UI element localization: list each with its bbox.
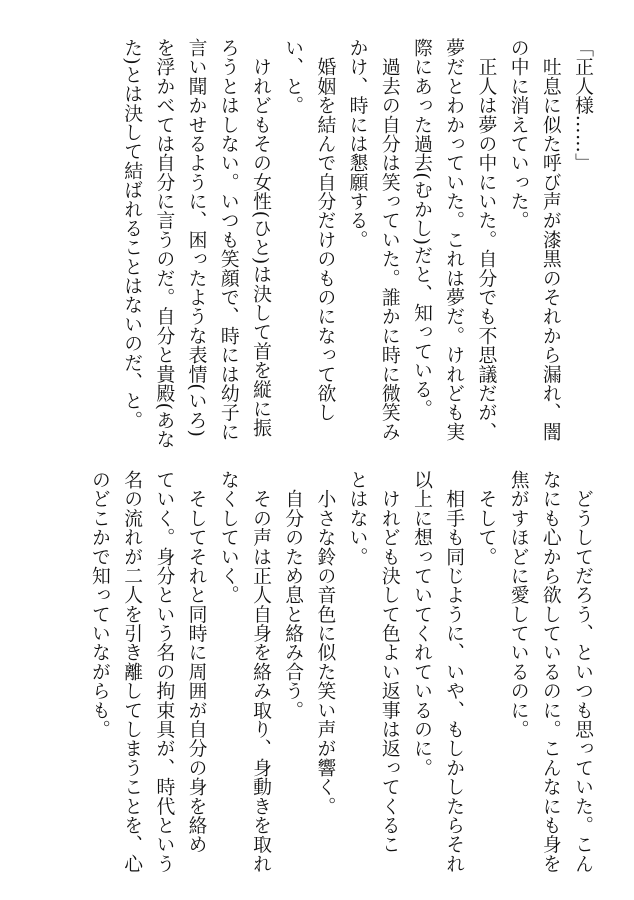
text-line: 夢だとわかっていた。これは夢だ。けれども実 — [443, 38, 465, 441]
text-line: 焦がすほどに愛しているのに。 — [507, 470, 529, 739]
text-line: 相手も同じように、いや、もしかしたらそれ — [443, 470, 465, 873]
text-line: 言い聞かせるように、困ったような表情(いろ) — [185, 38, 207, 438]
text-line: ていく。身分という名の拘束具が、時代という — [153, 470, 175, 873]
text-line: 小さな鈴の音色に似た笑い声が響く。 — [314, 470, 336, 816]
text-block-top — [115, 38, 598, 449]
text-line: を浮かべては自分に言うのだ。自分と貴殿(あな — [153, 38, 175, 449]
text-line: そしてそれと同時に周囲が自分の身を絡め — [185, 470, 207, 854]
text-line: 以上に想っていてくれているのに。 — [410, 470, 432, 778]
text-line: けれども決して色よい返事は返ってくるこ — [378, 470, 400, 854]
text-line: 「正人様……」 — [572, 38, 593, 173]
text-line: とはない。 — [346, 470, 368, 566]
text-line: た)とは決して結ばれることはないのだ、と。 — [121, 38, 143, 430]
text-line: 際にあった過去(むかし)だと、知っている。 — [410, 38, 432, 419]
text-line: 吐息に似た呼び声が漆黒のそれから漏れ、闇 — [539, 38, 561, 441]
text-line: 自分のため息と絡み合う。 — [282, 470, 304, 720]
text-line: のどこかで知っていながらも。 — [88, 470, 110, 739]
text-line: の中に消えていった。 — [507, 38, 529, 230]
text-line: その声は正人自身を絡み取り、身動きを取れ — [249, 470, 271, 873]
text-line: かけ、時には懇願する。 — [346, 38, 368, 250]
text-line: 過去の自分は笑っていた。誰かに時に微笑み — [378, 38, 400, 441]
text-line: けれどもその女性(ひと)は決して首を縦に振 — [249, 38, 271, 438]
text-line: なにも心から欲しているのに。こんなにも身を — [539, 470, 561, 873]
text-line: 正人は夢の中にいた。自分でも不思議だが、 — [475, 38, 497, 441]
text-line: どうしてだろう、といつも思っていた。こん — [572, 470, 593, 873]
text-line: い、と。 — [282, 38, 304, 115]
text-line: 名の流れが二人を引き離してしまうことを、心 — [121, 470, 143, 873]
text-line: ろうとはしない。いつも笑顔で、時には幼子に — [217, 38, 239, 441]
text-line: なくしていく。 — [217, 470, 239, 605]
text-line: 婚姻を結んで自分だけのものになって欲し — [314, 38, 336, 422]
text-block-bottom — [83, 470, 598, 873]
text-line: そして。 — [475, 470, 497, 566]
